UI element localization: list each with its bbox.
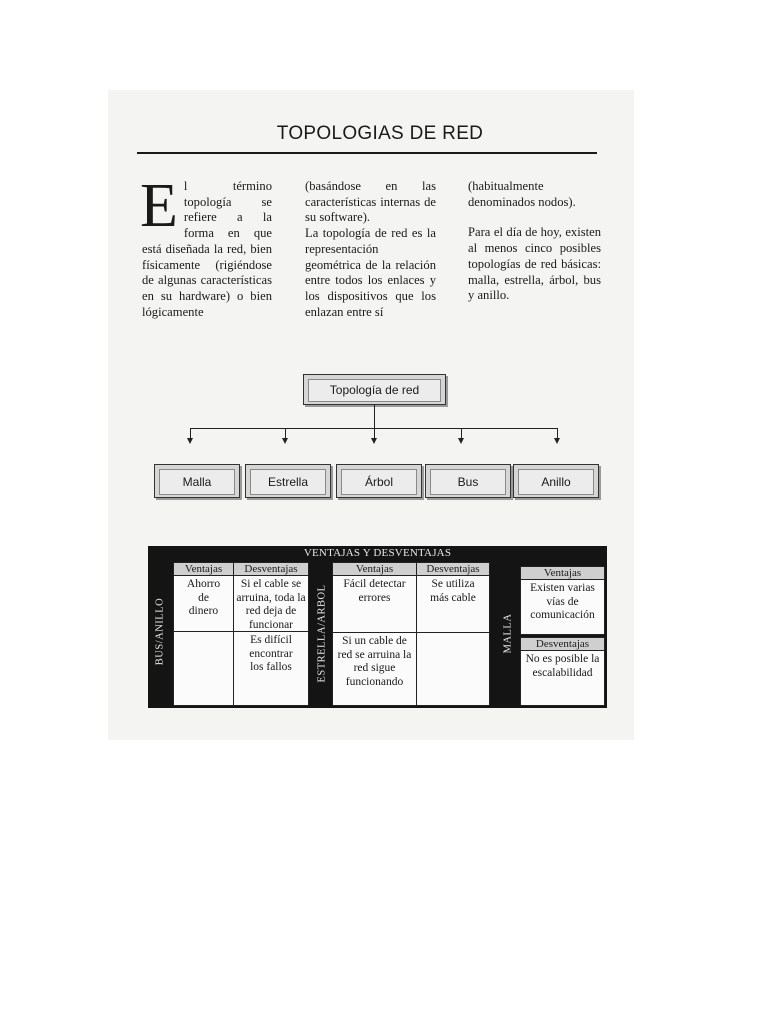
node-estrella	[245, 464, 331, 498]
header-ventajas: Ventajas	[520, 566, 605, 580]
cell-desventaja: Se utiliza más cable	[416, 575, 490, 633]
cell-ventaja: Fácil detectar errores	[332, 575, 417, 633]
col3-paragraph-1: (habitualmente denominados nodos).	[468, 179, 576, 209]
node-arbol	[336, 464, 422, 498]
arrow-icon	[187, 438, 193, 444]
cell-desventaja: No es posible la escalabilidad	[520, 650, 605, 706]
page-title: TOPOLOGIAS DE RED	[276, 123, 484, 144]
text-column-1	[140, 172, 272, 320]
root-node	[303, 374, 446, 405]
drop-cap: E	[140, 172, 178, 240]
branch-line	[285, 428, 286, 438]
header-desventajas: Desventajas	[416, 562, 490, 576]
col3-paragraph-2: Para el día de hoy, existen al menos cinco posibles topologías de red básicas: malla, estrella, árbol, bus y anillo.	[468, 225, 601, 303]
node-label: Malla	[159, 469, 235, 495]
cell-ventaja: Ahorro de dinero	[173, 575, 234, 632]
cell-ventaja-empty	[173, 631, 234, 706]
branch-line	[190, 428, 191, 438]
node-label: Árbol	[341, 469, 417, 495]
section-label-estrella-arbol: ESTRELLA/ARBOL	[316, 584, 328, 683]
section-label-bus-anillo: BUS/ANILLO	[154, 597, 166, 666]
table-title: VENTAJAS Y DESVENTAJAS	[303, 547, 452, 559]
cell-ventaja: Existen varias vías de comunicación	[520, 579, 605, 635]
col1-line-1: l término	[183, 179, 272, 193]
header-desventajas: Desventajas	[233, 562, 309, 576]
col1-paragraph: está diseñada la red, bien físicamente (rigiéndose de algunas características en su hardware) o bien lógicamente	[142, 241, 272, 319]
root-node-label: Topología de red	[308, 379, 441, 402]
arrow-icon	[458, 438, 464, 444]
cell-desventaja: Si el cable se arruina, toda la red deja de funcionar	[233, 575, 309, 632]
node-label: Bus	[430, 469, 506, 495]
col2-paragraph-2: La topología de red es la representación geométrica de la relación entre todos los enlaces y los dispositivos que los enlazan entre sí	[305, 226, 436, 319]
cell-ventaja: Si un cable de red se arruina la red sigue funcionando	[332, 632, 417, 706]
branch-line	[461, 428, 462, 438]
col1-line-3: refiere a la	[183, 210, 272, 225]
col1-line-4: forma en que	[183, 226, 272, 241]
arrow-icon	[554, 438, 560, 444]
node-malla	[154, 464, 240, 498]
arrow-icon	[371, 438, 377, 444]
col2-paragraph-1: (basándose en las características internas de su software).	[305, 179, 436, 225]
cell-desventaja: Es difícil encontrar los fallos	[233, 631, 309, 706]
title-rule	[137, 152, 597, 154]
header-ventajas: Ventajas	[173, 562, 234, 576]
node-bus	[425, 464, 511, 498]
header-desventajas: Desventajas	[520, 637, 605, 651]
root-connector	[374, 405, 375, 428]
header-ventajas: Ventajas	[332, 562, 417, 576]
section-label-malla: MALLA	[502, 613, 514, 654]
branch-line	[374, 428, 375, 438]
branch-line	[557, 428, 558, 438]
text-column-2	[305, 179, 436, 320]
node-label: Estrella	[250, 469, 326, 495]
node-anillo	[513, 464, 599, 498]
arrow-icon	[282, 438, 288, 444]
text-column-3	[468, 179, 601, 304]
node-label: Anillo	[518, 469, 594, 495]
cell-desventaja-empty	[416, 632, 490, 706]
col1-line-2: topología se	[183, 194, 272, 209]
